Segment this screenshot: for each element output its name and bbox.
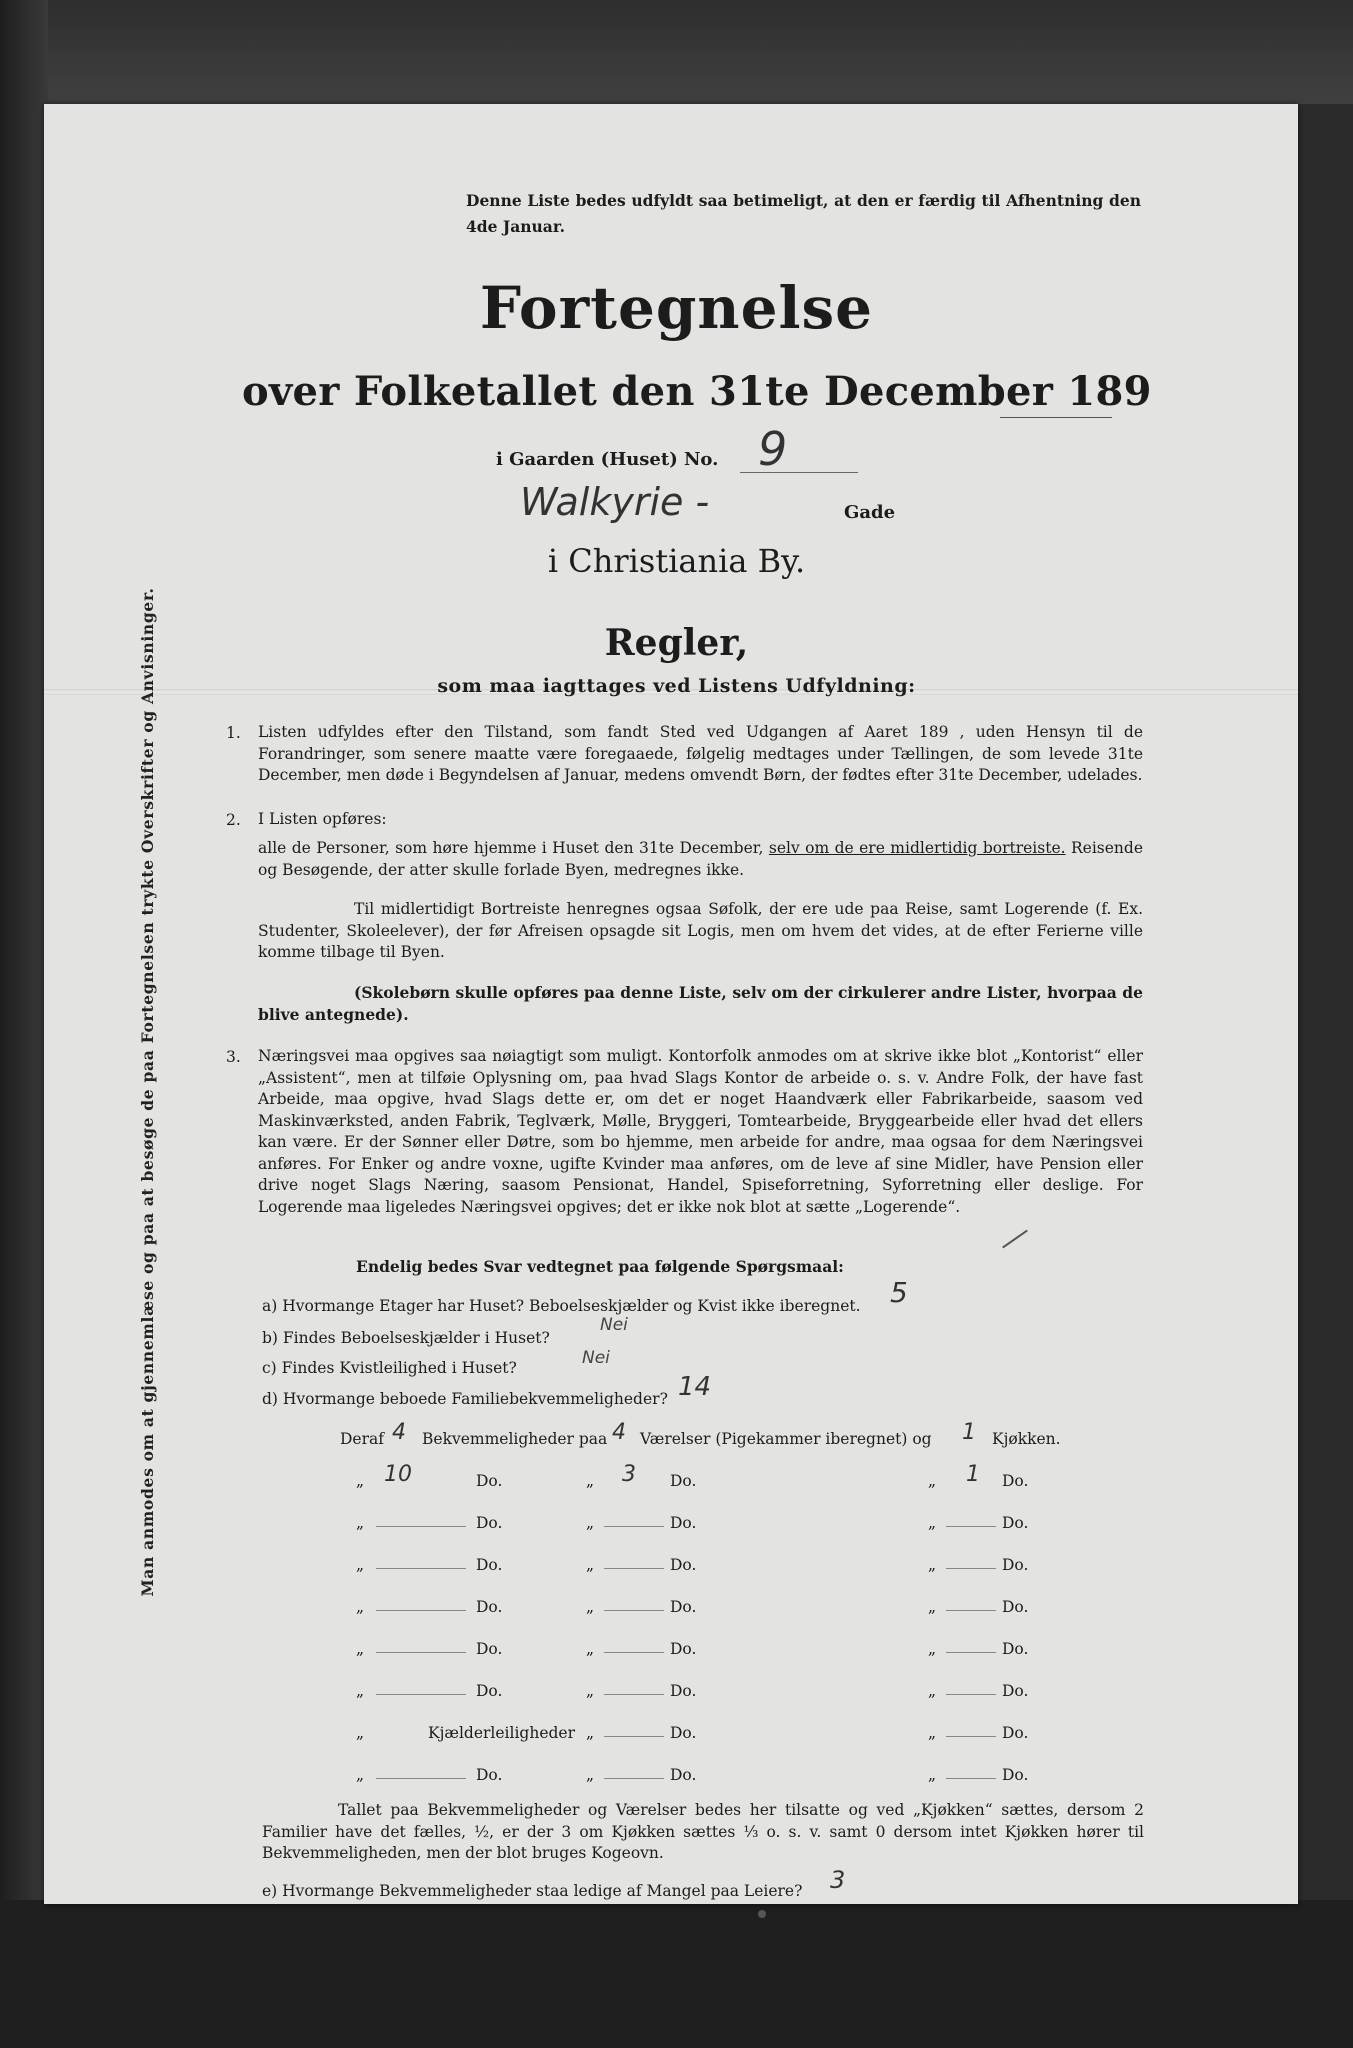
rule-2-intro: I Listen opføres: — [258, 810, 387, 828]
rule-2-underlined: selv om de ere midlertidig bortreiste. — [768, 839, 1066, 857]
rule-number: 3. — [226, 1048, 241, 1066]
answer-e: 3 — [830, 1866, 846, 1894]
rule-2-line-end: Reisende og Besøgende, der atter skulle forlade Byen, medregnes ikke. — [258, 839, 1143, 879]
rule-2-main — [258, 838, 1143, 881]
do-label: Do. — [1002, 1556, 1029, 1574]
ditto-mark: „ — [586, 1640, 595, 1658]
blank-line — [946, 1694, 996, 1695]
question-e: e) Hvormange Bekvemmeligheder staa ledige af Mangel paa Leiere? — [262, 1882, 803, 1900]
form-subtitle: over Folketallet den 31te December 189 — [242, 368, 1152, 415]
ditto-mark: „ — [586, 1472, 595, 1490]
blank-line — [604, 1568, 664, 1569]
ditto-mark: „ — [356, 1766, 365, 1784]
ditto-mark: „ — [356, 1514, 365, 1532]
answer-a: 5 — [890, 1276, 908, 1309]
ditto-mark: „ — [928, 1556, 937, 1574]
table-row — [340, 1724, 1040, 1752]
blank-line — [604, 1526, 664, 1527]
blank-line — [604, 1610, 664, 1611]
blank-line — [376, 1526, 466, 1527]
ditto-mark: „ — [586, 1514, 595, 1532]
ditto-mark: „ — [586, 1556, 595, 1574]
blank-line — [946, 1526, 996, 1527]
do-label: Do. — [670, 1514, 697, 1532]
ditto-mark: „ — [356, 1472, 365, 1490]
do-label: Do. — [670, 1682, 697, 1700]
city-label: i Christiania By. — [547, 542, 806, 580]
kitchen-count: 1 — [962, 1420, 976, 1445]
ditto-mark: „ — [586, 1598, 595, 1616]
do-label: Do. — [1002, 1514, 1029, 1532]
row-count: 4 — [392, 1420, 406, 1445]
vaer-label: Værelser (Pigekammer iberegnet) og — [640, 1430, 932, 1448]
rules-subtitle: som maa iagttages ved Listens Udfyldning: — [437, 675, 916, 697]
ditto-mark: „ — [928, 1472, 937, 1490]
do-label: Do. — [670, 1598, 697, 1616]
rule-1-text: Listen udfyldes efter den Tilstand, som fandt Sted ved Udgangen af Aaret 189 , uden Hensyn til de Forandringer, som senere maatte være foregaaede, følgelig medtages under Tællingen, de som levede 31te December, men døde i Begyndelsen af Januar, medens omvendt Børn, der fødtes efter 31te December, udelades. — [258, 723, 1143, 784]
do-label: Do. — [476, 1682, 503, 1700]
scan-background-bottom — [0, 1900, 1353, 2048]
blank-line — [376, 1652, 466, 1653]
do-label: Do. — [476, 1766, 503, 1784]
kjok-label: Kjøkken. — [992, 1430, 1061, 1448]
street-name-handwritten: Walkyrie - — [520, 480, 710, 524]
street-suffix: Gade — [844, 502, 896, 523]
table-row — [340, 1462, 1040, 1500]
ditto-mark: „ — [356, 1598, 365, 1616]
do-label: Do. — [670, 1556, 697, 1574]
ditto-mark: „ — [356, 1724, 365, 1742]
ditto-mark: „ — [928, 1766, 937, 1784]
blank-line — [604, 1778, 664, 1779]
ditto-mark: „ — [928, 1724, 937, 1742]
ditto-mark: „ — [928, 1514, 937, 1532]
top-note: Denne Liste bedes udfyldt saa betimeligt, at den er færdig til Afhentning den 4de Januar. — [466, 191, 1141, 236]
rule-2-para2: Til midlertidigt Bortreiste henregnes ogsaa Søfolk, der ere ude paa Reise, samt Logerende (f. Ex. Studenter, Skoleelever), der før Afreisen opsagde sit Logis, men om hvem det vides, at de efter Ferierne ville komme tilbage til Byen. — [258, 900, 1143, 961]
ditto-mark: „ — [356, 1682, 365, 1700]
blank-line — [376, 1694, 466, 1695]
answer-c: Nei — [582, 1348, 610, 1368]
blank-line — [946, 1736, 996, 1737]
room-count: 3 — [622, 1462, 636, 1487]
do-label: Do. — [670, 1472, 697, 1490]
table-row — [340, 1598, 1040, 1626]
rule-2-para3: (Skolebørn skulle opføres paa denne Liste, selv om der cirkulerer andre Lister, hvorpaa de blive antegnede). — [258, 983, 1143, 1024]
ditto-mark: „ — [928, 1682, 937, 1700]
table-row — [340, 1556, 1040, 1584]
do-label: Do. — [476, 1640, 503, 1658]
ditto-mark: „ — [928, 1598, 937, 1616]
question-b: b) Findes Beboelseskjælder i Huset? — [262, 1329, 550, 1347]
do-label: Do. — [1002, 1724, 1029, 1742]
do-label: Do. — [1002, 1640, 1029, 1658]
ditto-mark: „ — [928, 1640, 937, 1658]
questions-intro: Endelig bedes Svar vedtegnet paa følgende Spørgsmaal: — [356, 1257, 844, 1276]
table-row — [340, 1640, 1040, 1668]
blank-line — [946, 1568, 996, 1569]
answer-b: Nei — [600, 1315, 628, 1335]
do-label: Do. — [670, 1640, 697, 1658]
do-label: Do. — [1002, 1682, 1029, 1700]
question-a: a) Hvormange Etager har Huset? Beboelseskjælder og Kvist ikke iberegnet. — [262, 1297, 861, 1315]
bekv-label: Bekvemmeligheder paa — [422, 1430, 608, 1448]
pencil-mark — [758, 1910, 766, 1918]
do-label: Do. — [476, 1472, 503, 1490]
do-label: Do. — [1002, 1598, 1029, 1616]
do-label: Do. — [1002, 1472, 1029, 1490]
do-label: Do. — [476, 1598, 503, 1616]
answer-d: 14 — [678, 1372, 712, 1402]
do-label: Do. — [670, 1724, 697, 1742]
deraf-label: Deraf — [340, 1430, 384, 1448]
table-row — [340, 1514, 1040, 1542]
blank-line — [946, 1610, 996, 1611]
blank-line — [604, 1694, 664, 1695]
question-c: c) Findes Kvistleilighed i Huset? — [262, 1359, 517, 1377]
rule-2-line-start: alle de Personer, som høre hjemme i Huset den 31te December, — [258, 839, 764, 857]
house-label: i Gaarden (Huset) No. — [496, 449, 719, 470]
ditto-mark: „ — [356, 1556, 365, 1574]
blank-line — [604, 1652, 664, 1653]
blank-line — [376, 1778, 466, 1779]
ditto-mark: „ — [356, 1640, 365, 1658]
do-label: Do. — [476, 1514, 503, 1532]
side-instruction: Man anmodes om at gjennemlæse og paa at besøge de paa Fortegnelsen trykte Overskrifter og Anvisninger. — [138, 587, 157, 1597]
footnote: Tallet paa Bekvemmeligheder og Værelser bedes her tilsatte og ved „Kjøkken“ sættes, dersom 2 Familier have det fælles, ½, er der 3 om Kjøkken sættes ⅓ o. s. v. samt 0 dersom intet Kjøkken hører til Bekvemmeligheden, men der blot bruges Kogeovn. — [262, 1801, 1144, 1862]
do-label: Do. — [670, 1766, 697, 1784]
form-title: Fortegnelse — [479, 274, 874, 342]
do-label: Do. — [476, 1556, 503, 1574]
ditto-mark: „ — [586, 1682, 595, 1700]
table-row — [340, 1766, 1040, 1794]
scan-background-top — [0, 0, 1353, 104]
rules-title: Regler, — [604, 622, 749, 664]
blank-line — [604, 1736, 664, 1737]
kjaelder-label: Kjælderleiligheder — [428, 1724, 576, 1742]
ditto-mark: „ — [586, 1724, 595, 1742]
kitchen-count: 1 — [966, 1462, 980, 1487]
table-row — [340, 1682, 1040, 1710]
rule-number: 2. — [226, 811, 241, 829]
rule-3-text: Næringsvei maa opgives saa nøiagtigt som muligt. Kontorfolk anmodes om at skrive ikke blot „Kontorist“ eller „Assistent“, men at tilføie Oplysning om, paa hvad Slags Kontor de arbeide o. s. v. Andre Folk, der have fast Arbeide, maa opgive, hvad Slags dette er, om det er noget Haandværk eller Fabrikarbeide, saasom ved Maskinværksted, anden Fabrik, Teglværk, Mølle, Bryggeri, Tomtearbeide, Bryggearbeide eller hvad det ellers kan være. Er der Sønner eller Døtre, som bo hjemme, men arbeide for andre, maa ogsaa for dem Næringsvei anføres. For Enker og andre voxne, ugifte Kvinder maa anføres, om de leve af sine Midler, have Pension eller drive noget Slags Næring, saasom Pensionat, Handel, Spiseforretning, Syforretning eller deslige. For Logerende maa ligeledes Næringsvei opgives; det er ikke nok blot at sætte „Logerende“. — [258, 1047, 1143, 1216]
blank-line — [376, 1568, 466, 1569]
ditto-mark: „ — [586, 1766, 595, 1784]
table-row — [340, 1420, 1061, 1458]
house-number-handwritten: 9 — [758, 422, 788, 476]
room-count: 4 — [612, 1420, 626, 1445]
blank-line — [946, 1652, 996, 1653]
blank-line — [376, 1610, 466, 1611]
question-d: d) Hvormange beboede Familiebekvemmeligheder? — [262, 1390, 668, 1408]
do-label: Do. — [1002, 1766, 1029, 1784]
year-underline — [1000, 417, 1112, 418]
blank-line — [946, 1778, 996, 1779]
row-count: 10 — [384, 1462, 412, 1487]
rule-number: 1. — [226, 724, 241, 742]
